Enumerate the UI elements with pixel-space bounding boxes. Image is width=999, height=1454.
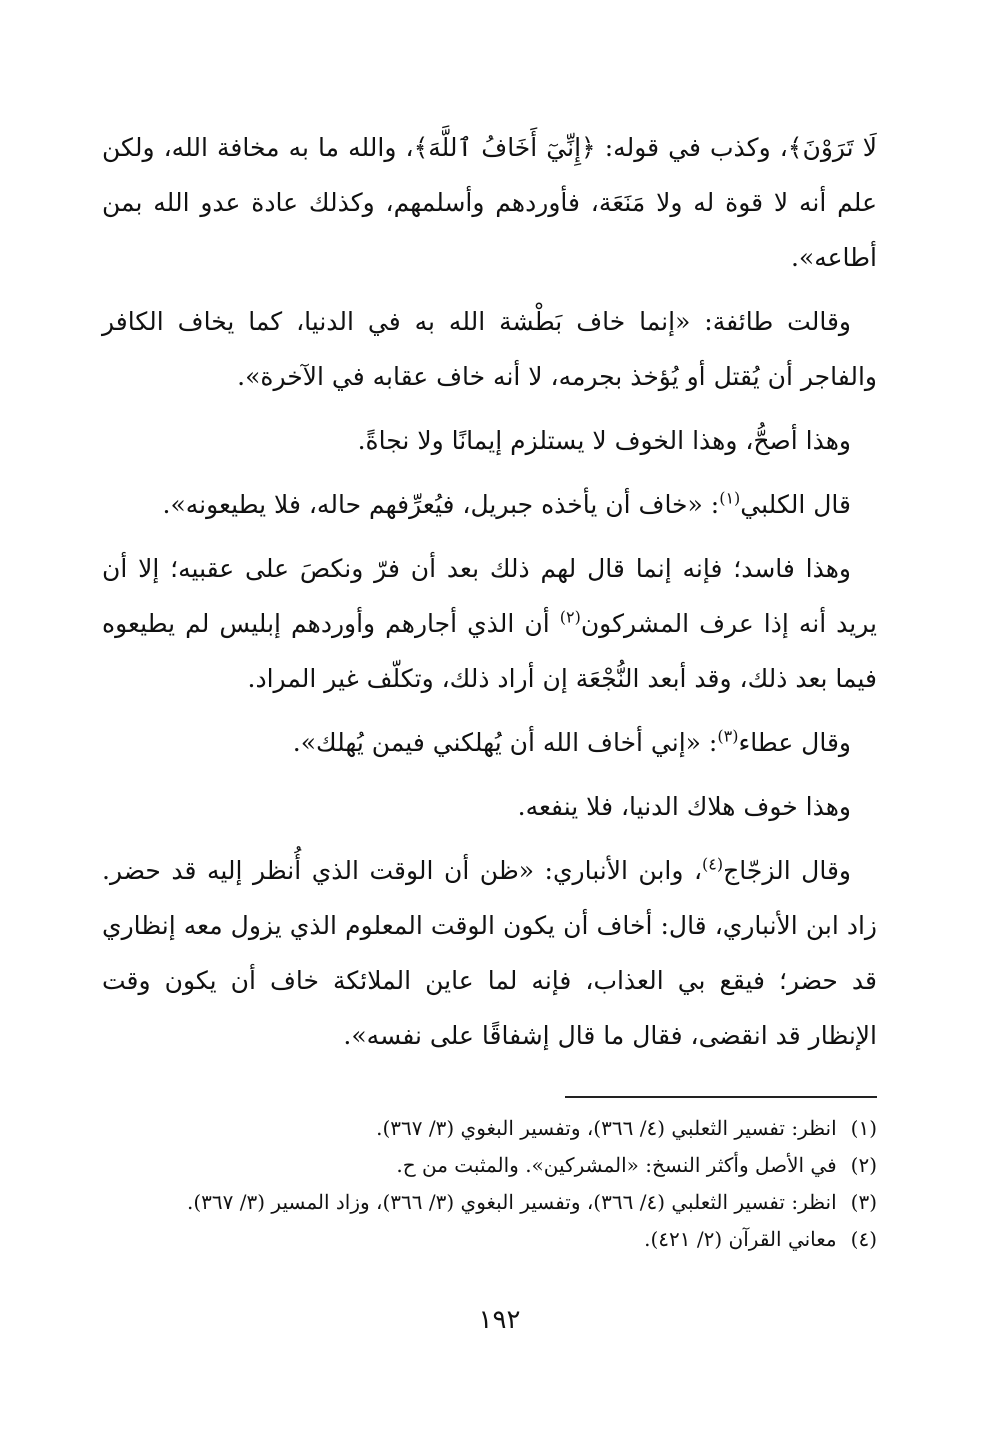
paragraph-7: وهذا خوف هلاك الدنيا، فلا ينفعه. — [517, 792, 851, 821]
paragraph-4: قال الكلبي$^{(١)}$: «خاف أن يأخذه جبريل، فيُعرِّفهم حاله، فلا يطيعونه». — [162, 488, 851, 519]
footnotes — [102, 1110, 877, 1258]
footnote-mark-1: (١) — [719, 488, 741, 508]
footnote-mark-2: (٢) — [559, 607, 581, 627]
paragraph-5: وهذا فاسد؛ فإنه إنما قال لهم ذلك بعد أن فرّ ونكصَ على عقبيه؛ إلا أن يريد أنه إذا عرف المشركون$^{(٢)}$ أن الذي أجارهم وأوردهم إبليس لم يطيعوه فيما بعد ذلك، وقد أبعد النُّجْعَة إن أراد ذلك، وتكلّف غير المراد. — [102, 554, 877, 693]
footnote-mark-3: (٣) — [717, 726, 739, 746]
footnote-4: (٤) معاني القرآن (٢/ ٤٢١). — [644, 1227, 877, 1251]
paragraph-8: وقال الزجّاج$^{(٤)}$، وابن الأنباري: «ظن أن الوقت الذي أُنظر إليه قد حضر. زاد ابن الأنباري، قال: أخاف أن يكون الوقت المعلوم الذي يزول معه إنظاري قد حضر؛ فيقع بي العذاب، فإنه لما عاين الملائكة خاف أن يكون وقت الإنظار قد انقضى، فقال ما قال إشفاقًا على نفسه». — [102, 854, 877, 1050]
footnote-3: (٣) انظر: تفسير الثعلبي (٤/ ٣٦٦)، وتفسير البغوي (٣/ ٣٦٦)، وزاد المسير (٣/ ٣٦٧). — [186, 1190, 877, 1214]
footnote-1: (١) انظر: تفسير الثعلبي (٤/ ٣٦٦)، وتفسير البغوي (٣/ ٣٦٧). — [376, 1116, 877, 1140]
footnote-2: (٢) في الأصل وأكثر النسخ: «المشركين». والمثبت من ح. — [396, 1153, 877, 1177]
paragraph-1: لَا تَرَوْنَ﴾، وكذب في قوله: ﴿إِنِّيٓ أَخَافُ ٱللَّهَ﴾، والله ما به مخافة الله، ولكن علم أنه لا قوة له ولا مَنَعَة، فأوردهم وأسلمهم، وكذلك عادة عدو الله بمن أطاعه». — [102, 133, 877, 272]
footnote-separator — [565, 1096, 877, 1098]
footnote-mark-4: (٤) — [702, 854, 724, 874]
paragraph-2: وقالت طائفة: «إنما خاف بَطْشة الله به في الدنيا، كما يخاف الكافر والفاجر أن يُقتل أو يُؤخذ بجرمه، لا أنه خاف عقابه في الآخرة». — [102, 307, 877, 391]
paragraph-3: وهذا أصحُّ، وهذا الخوف لا يستلزم إيمانًا ولا نجاةً. — [357, 426, 851, 455]
main-text — [102, 120, 877, 1072]
page-number: ١٩٢ — [478, 1305, 521, 1335]
paragraph-6: وقال عطاء$^{(٣)}$: «إني أخاف الله أن يُهلكني فيمن يُهلك». — [292, 726, 851, 757]
